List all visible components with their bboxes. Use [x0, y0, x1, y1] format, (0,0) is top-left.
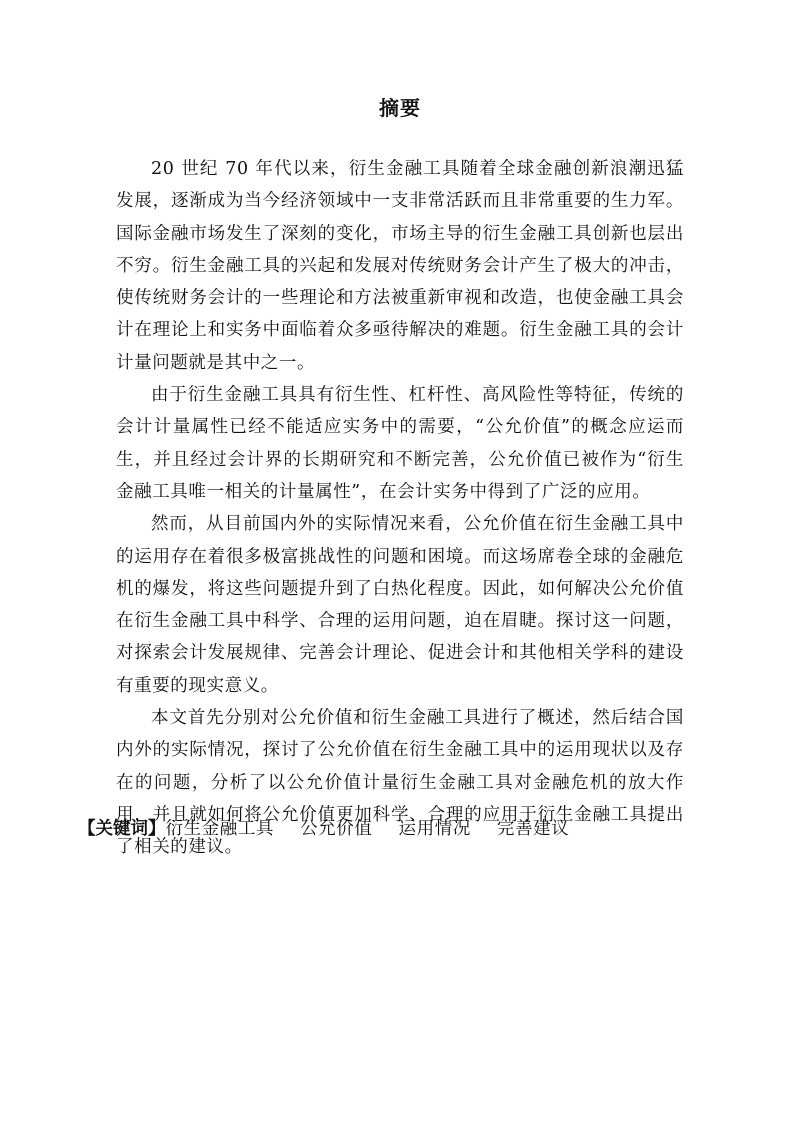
keywords-line [78, 815, 718, 843]
keyword-item: 衍生金融工具 [165, 819, 275, 839]
abstract-body [116, 153, 684, 864]
abstract-paragraph: 然而，从目前国内外的实际情况来看，公允价值在衍生金融工具中的运用存在着很多极富挑战性的问题和困境。而这场席卷全球的金融危机的爆发，将这些问题提升到了白热化程度。因此，如何解决公允价值在衍生金融工具中科学、合理的运用问题，迫在眉睫。探讨这一问题，对探索会计发展规律、完善会计理论、促进会计和其他相关学科的建设有重要的现实意义。 [116, 514, 684, 696]
keyword-item: 运用情况 [398, 819, 471, 839]
keyword-item: 公允价值 [300, 819, 373, 839]
keywords-label: 【关键词】 [78, 819, 166, 839]
abstract-title: 摘要 [379, 96, 421, 120]
keyword-item: 完善建议 [496, 819, 570, 839]
abstract-paragraph: 本文首先分别对公允价值和衍生金融工具进行了概述，然后结合国内外的实际情况，探讨了公允价值在衍生金融工具中的运用现状以及存在的问题，分析了以公允价值计量衍生金融工具对金融危机的放大作用，并且就如何将公允价值更加科学、合理的应用于衍生金融工具提出了相关的建议。 [116, 708, 684, 858]
abstract-paragraph: 由于衍生金融工具具有衍生性、杠杆性、高风险性等特征，传统的会计计量属性已经不能适应实务中的需要，“公允价值”的概念应运而生，并且经过会计界的长期研究和不断完善，公允价值已被作为“衍生金融工具唯一相关的计量属性”，在会计实务中得到了广泛的应用。 [116, 385, 684, 502]
abstract-paragraph: 20 世纪 70 年代以来，衍生金融工具随着全球金融创新浪潮迅猛发展，逐渐成为当今经济领域中一支非常活跃而且非常重要的生力军。国际金融市场发生了深刻的变化，市场主导的衍生金融工具创新也层出不穷。衍生金融工具的兴起和发展对传统财务会计产生了极大的冲击，使传统财务会计的一些理论和方法被重新审视和改造，也使金融工具会计在理论上和实务中面临着众多亟待解决的难题。衍生金融工具的会计计量问题就是其中之一。 [116, 159, 684, 373]
